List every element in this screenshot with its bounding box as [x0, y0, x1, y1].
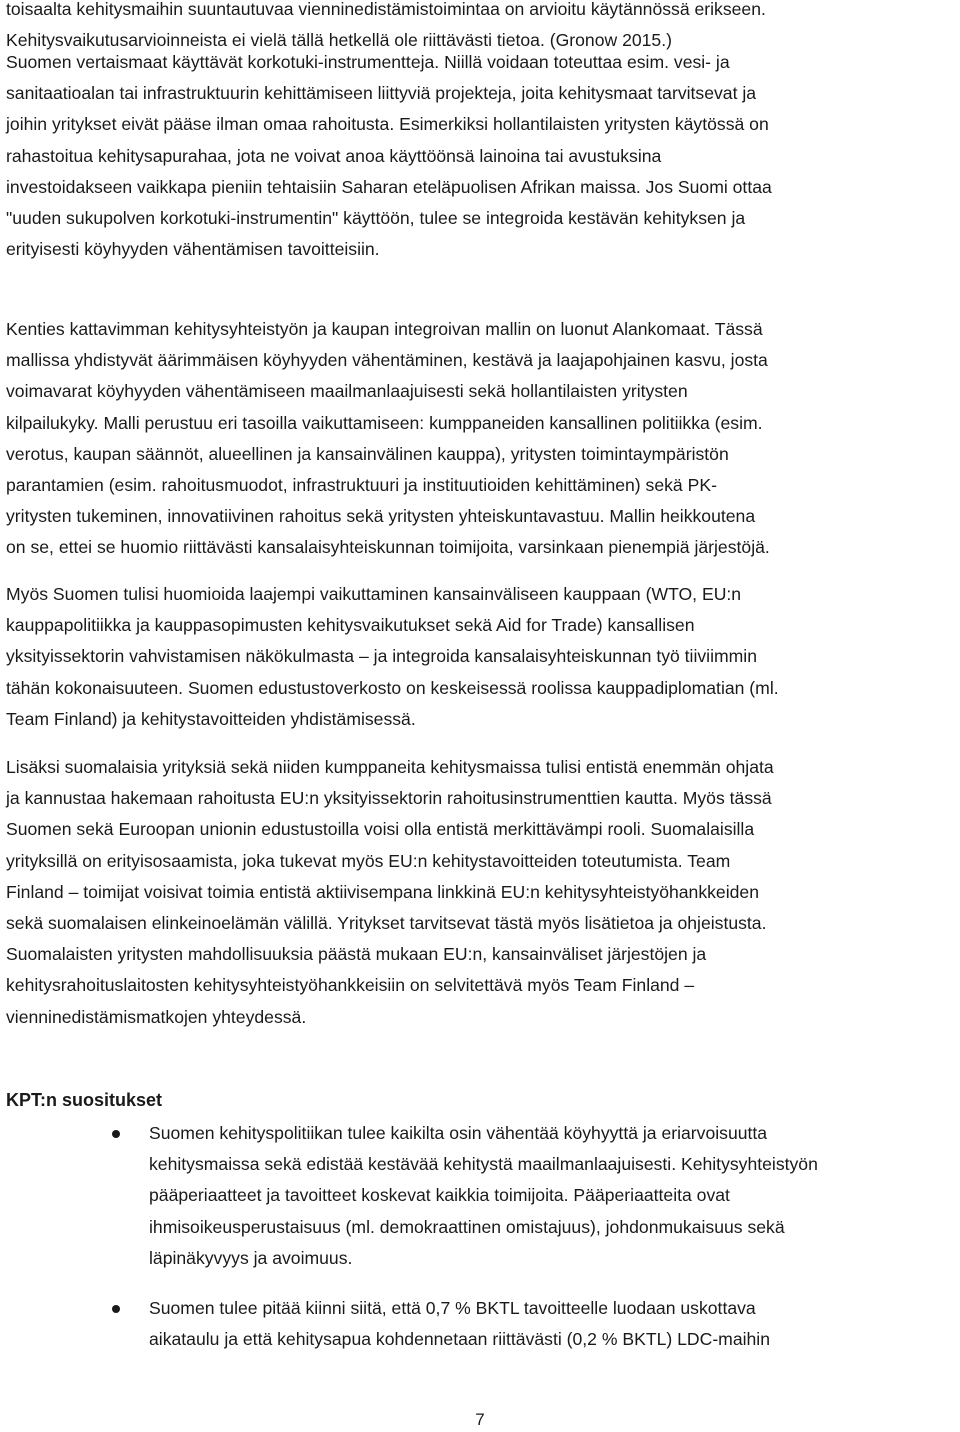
text-line: yksityissektorin vahvistamisen näkökulmasta – ja integroida kansalaisyhteiskunnan työ tiiviimmin [6, 646, 757, 667]
list-item [6, 1293, 770, 1355]
text-line: Suomen vertaismaat käyttävät korkotuki-instrumentteja. Niillä voidaan toteuttaa esim. vesi- ja [6, 52, 730, 72]
text-line: Myös Suomen tulisi huomioida laajempi vaikuttaminen kansainväliseen kauppaan (WTO, EU:n [6, 584, 742, 604]
bullet-dot-icon [112, 1305, 120, 1313]
paragraph-alankomaat [6, 314, 770, 564]
text-line: Suomen kehityspolitiikan tulee kaikilta osin vähentää köyhyyttä ja eriarvoisuutta [149, 1123, 768, 1143]
text-line: Suomen tulee pitää kiinni siitä, että 0,7 % BKTL tavoitteelle luodaan uskottava [149, 1298, 756, 1318]
text-line: Finland – toimijat voisivat toimia entistä aktiivisempana linkkinä EU:n kehitysyhteistyöhankkeiden [6, 881, 759, 902]
text-line: yritysten tukeminen, innovatiivinen rahoitus sekä yritysten yhteiskuntavastuu. Mallin heikkoutena [6, 506, 756, 527]
text-line: Lisäksi suomalaisia yrityksiä sekä niiden kumppaneita kehitysmaissa tulisi entistä enemmän ohjata [6, 757, 774, 777]
paragraph-kansainvalinen-kauppa [6, 579, 779, 735]
text-line: kilpailukyky. Malli perustuu eri tasoilla vaikuttamiseen: kumppaneiden kansallinen politiikka (esim. [6, 412, 763, 433]
text-line: läpinäkyvyys ja avoimuus. [149, 1247, 353, 1268]
text-line: Team Finland) ja kehitystavoitteiden yhdistämisessä. [6, 708, 416, 729]
paragraph-korkotuki [6, 47, 772, 265]
text-line: Kehitysvaikutusarvioinneista ei vielä tällä hetkellä ole riittävästi tietoa. (Gronow 2015.) [6, 30, 672, 51]
text-line: kehitysrahoituslaitosten kehitysyhteistyöhankkeisiin on selvitettävä myös Team Finland – [6, 975, 695, 996]
paragraph-eu-rahoitus [6, 752, 774, 1033]
text-line: verotus, kaupan säännöt, alueellinen ja kansainvälinen kauppa), yritysten toimintaympäristön [6, 443, 729, 464]
text-line: kauppapolitiikka ja kauppasopimusten kehitysvaikutukset sekä Aid for Trade) kansallisen [6, 615, 695, 636]
text-line: ihmisoikeusperustaisuus (ml. demokraattinen omistajuus), johdonmukaisuus sekä [149, 1216, 785, 1237]
text-line: voimavarat köyhyyden vähentämiseen maailmanlaajuisesti sekä hollantilaisten yritysten [6, 381, 688, 402]
text-line: sekä suomalaisen elinkeinoelämän välillä. Yritykset tarvitsevat tästä myös lisätietoa ja ohjeistusta. [6, 913, 767, 934]
text-line: mallissa yhdistyvät äärimmäisen köyhyyden vähentäminen, kestävä ja laajapohjainen kasvu, josta [6, 350, 768, 371]
text-line: Suomalaisten yritysten mahdollisuuksia päästä mukaan EU:n, kansainväliset järjestöjen ja [6, 944, 707, 965]
text-line: kehitysmaissa sekä edistää kestävää kehitystä maailmanlaajuisesti. Kehitysyhteistyön [149, 1154, 818, 1175]
text-line: toisaalta kehitysmaihin suuntautuvaa vienninedistämistoimintaa on arvioitu käytännössä erikseen. [6, 0, 766, 19]
text-line: aikataulu ja että kehitysapua kohdennetaan riittävästi (0,2 % BKTL) LDC-maihin [149, 1329, 771, 1350]
text-line: yrityksillä on erityisosaamista, joka tukevat myös EU:n kehitystavoitteiden toteutumista. Team [6, 850, 731, 871]
text-line: ja kannustaa hakemaan rahoitusta EU:n yksityissektorin rahoitusinstrumenttien kautta. Myös tässä [6, 788, 772, 809]
text-line: investoidakseen vaikkapa pieniin tehtaisiin Saharan eteläpuolisen Afrikan maissa. Jos Suomi ottaa [6, 176, 772, 197]
text-line: parantamien (esim. rahoitusmuodot, infrastruktuuri ja instituutioiden kehittäminen) sekä PK- [6, 475, 717, 496]
text-line: erityisesti köyhyyden vähentämisen tavoitteisiin. [6, 239, 380, 260]
recommendations-list-continued [6, 1293, 770, 1355]
text-line: pääperiaatteet ja tavoitteet koskevat kaikkia toimijoita. Pääperiaatteita ovat [149, 1185, 730, 1206]
text-line: Suomen sekä Euroopan unionin edustustoilla voisi olla entistä merkittävämpi rooli. Suomalaisilla [6, 819, 755, 840]
section-heading: KPT:n suositukset [6, 1090, 163, 1110]
text-line: "uuden sukupolven korkotuki-instrumentin" käyttöön, tulee se integroida kestävän kehityksen ja [6, 208, 746, 229]
list-item [6, 1118, 818, 1274]
text-line: rahastoitua kehitysapurahaa, jota ne voivat anoa käyttöönsä lainoina tai avustuksina [6, 145, 662, 166]
text-line: sanitaatioalan tai infrastruktuurin kehittämiseen liittyviä projekteja, joita kehitysmaat tarvitsevat ja [6, 83, 757, 104]
bullet-dot-icon [112, 1130, 120, 1138]
text-line: on se, ettei se huomio riittävästi kansalaisyhteiskunnan toimijoita, varsinkaan pienempiä järjestöjä. [6, 537, 770, 558]
page-number: 7 [475, 1410, 485, 1429]
text-line: vienninedistämismatkojen yhteydessä. [6, 1006, 307, 1027]
text-line: joihin yritykset eivät pääse ilman omaa rahoitusta. Esimerkiksi hollantilaisten yritysten käytössä on [6, 114, 769, 135]
recommendations-list [6, 1118, 818, 1274]
text-line: Kenties kattavimman kehitysyhteistyön ja kaupan integroivan mallin on luonut Alankomaat. Tässä [6, 319, 763, 339]
text-line: tähän kokonaisuuteen. Suomen edustustoverkosto on keskeisessä roolissa kauppadiplomatian (ml. [6, 677, 779, 698]
